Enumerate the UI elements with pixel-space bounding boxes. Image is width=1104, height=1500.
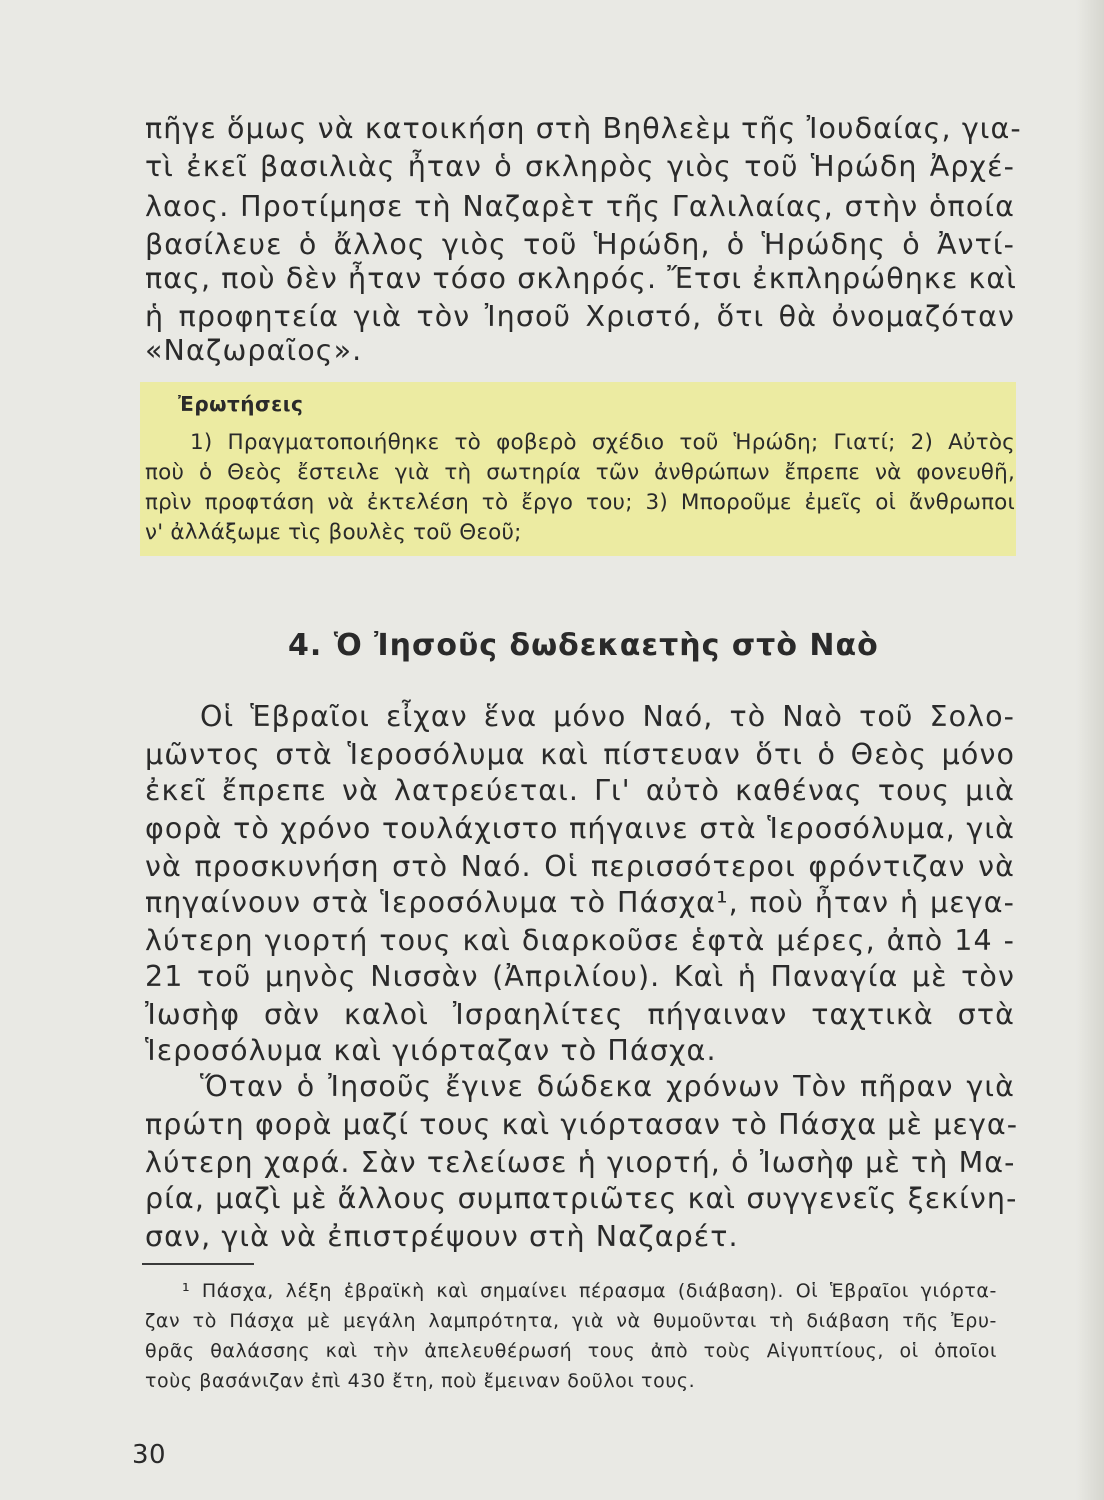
body-line: φορὰ τὸ χρόνο τουλάχιστο πήγαινε στὰ Ἱεροσόλυμα, γιὰ xyxy=(145,812,1015,845)
intro-line: βασίλευε ὁ ἄλλος γιὸς τοῦ Ἡρώδη, ὁ Ἡρώδης ὁ Ἀντί- xyxy=(145,228,1015,261)
footnote-line: θρᾶς θαλάσσης καὶ τὴν ἀπελευθέρωσή τους ἀπὸ τοὺς Αἰγυπτίους, οἱ ὁποῖοι xyxy=(145,1340,997,1362)
intro-line: «Ναζωραῖος». xyxy=(145,334,363,367)
question-line: ποὺ ὁ Θεὸς ἔστειλε γιὰ τὴ σωτηρία τῶν ἀνθρώπων ἔπρεπε νὰ φονευθῆ, xyxy=(145,460,1015,485)
body-line: νὰ προσκυνήση στὸ Ναό. Οἱ περισσότεροι φρόντιζαν νὰ xyxy=(145,850,1015,883)
footnote-line: τοὺς βασάνιζαν ἐπὶ 430 ἔτη, ποὺ ἔμειναν δοῦλοι τους. xyxy=(145,1370,696,1392)
page-edge-shadow xyxy=(1076,0,1104,1500)
intro-line: πας, ποὺ δὲν ἦταν τόσο σκληρός. Ἔτσι ἐκπληρώθηκε καὶ xyxy=(145,262,1018,295)
body-line: πηγαίνουν στὰ Ἱεροσόλυμα τὸ Πάσχα¹, ποὺ ἦταν ἡ μεγα- xyxy=(145,886,1015,919)
section-heading: 4. Ὁ Ἰησοῦς δωδεκαετὴς στὸ Ναὸ xyxy=(288,628,879,663)
body-line: λύτερη γιορτή τους καὶ διαρκοῦσε ἑφτὰ μέρες, ἀπὸ 14 - xyxy=(145,924,1015,957)
intro-line: πῆγε ὅμως νὰ κατοικήση στὴ Βηθλεὲμ τῆς Ἰουδαίας, για- xyxy=(145,112,1022,145)
question-line: πρὶν προφτάση νὰ ἐκτελέση τὸ ἔργο του; 3) Μποροῦμε ἐμεῖς οἱ ἄνθρωποι xyxy=(145,490,1015,515)
footnote-line: ζαν τὸ Πάσχα μὲ μεγάλη λαμπρότητα, γιὰ νὰ θυμοῦνται τὴ διάβαση τῆς Ἐρυ- xyxy=(145,1310,997,1332)
question-line: 1) Πραγματοποιήθηκε τὸ φοβερὸ σχέδιο τοῦ Ἡρώδη; Γιατί; 2) Αὐτὸς xyxy=(190,430,1015,455)
body-line: ρία, μαζὶ μὲ ἄλλους συμπατριῶτες καὶ συγγενεῖς ξεκίνη- xyxy=(145,1182,1018,1215)
question-line: ν' ἀλλάξωμε τὶς βουλὲς τοῦ Θεοῦ; xyxy=(145,520,522,545)
body-line: Ὅταν ὁ Ἰησοῦς ἔγινε δώδεκα χρόνων Τὸν πῆραν γιὰ xyxy=(200,1070,1015,1103)
intro-line: τὶ ἐκεῖ βασιλιὰς ἦταν ὁ σκληρὸς γιὸς τοῦ Ἡρώδη Ἀρχέ- xyxy=(145,150,1015,183)
body-line: ἐκεῖ ἔπρεπε νὰ λατρεύεται. Γι' αὐτὸ καθένας τους μιὰ xyxy=(145,774,1015,807)
body-line: σαν, γιὰ νὰ ἐπιστρέψουν στὴ Ναζαρέτ. xyxy=(145,1220,739,1253)
body-line: Οἱ Ἑβραῖοι εἶχαν ἕνα μόνο Ναό, τὸ Ναὸ τοῦ Σολο- xyxy=(200,700,1015,733)
body-line: πρώτη φορὰ μαζί τους καὶ γιόρτασαν τὸ Πάσχα μὲ μεγα- xyxy=(145,1108,1019,1141)
body-line: 21 τοῦ μηνὸς Νισσὰν (Ἀπριλίου). Καὶ ἡ Παναγία μὲ τὸν xyxy=(145,960,1015,993)
footnote-divider xyxy=(142,1263,254,1265)
body-line: λύτερη χαρά. Σὰν τελείωσε ἡ γιορτή, ὁ Ἰωσὴφ μὲ τὴ Μα- xyxy=(145,1146,1016,1179)
intro-line: λαος. Προτίμησε τὴ Ναζαρὲτ τῆς Γαλιλαίας, στὴν ὁποία xyxy=(145,190,1015,223)
body-line: μῶντος στὰ Ἱεροσόλυμα καὶ πίστευαν ὅτι ὁ Θεὸς μόνο xyxy=(145,738,1015,771)
footnote-line: ¹ Πάσχα, λέξη ἑβραϊκὴ καὶ σημαίνει πέρασμα (διάβαση). Οἱ Ἑβραῖοι γιόρτα- xyxy=(182,1280,997,1302)
intro-line: ἡ προφητεία γιὰ τὸν Ἰησοῦ Χριστό, ὅτι θὰ ὀνομαζόταν xyxy=(145,300,1015,333)
page-number: 30 xyxy=(132,1440,167,1470)
body-line: Ἱεροσόλυμα καὶ γιόρταζαν τὸ Πάσχα. xyxy=(145,1034,717,1067)
body-line: Ἰωσὴφ σὰν καλοὶ Ἰσραηλίτες πήγαιναν ταχτικὰ στὰ xyxy=(145,998,1015,1031)
questions-title: Ἐρωτήσεις xyxy=(178,392,304,416)
